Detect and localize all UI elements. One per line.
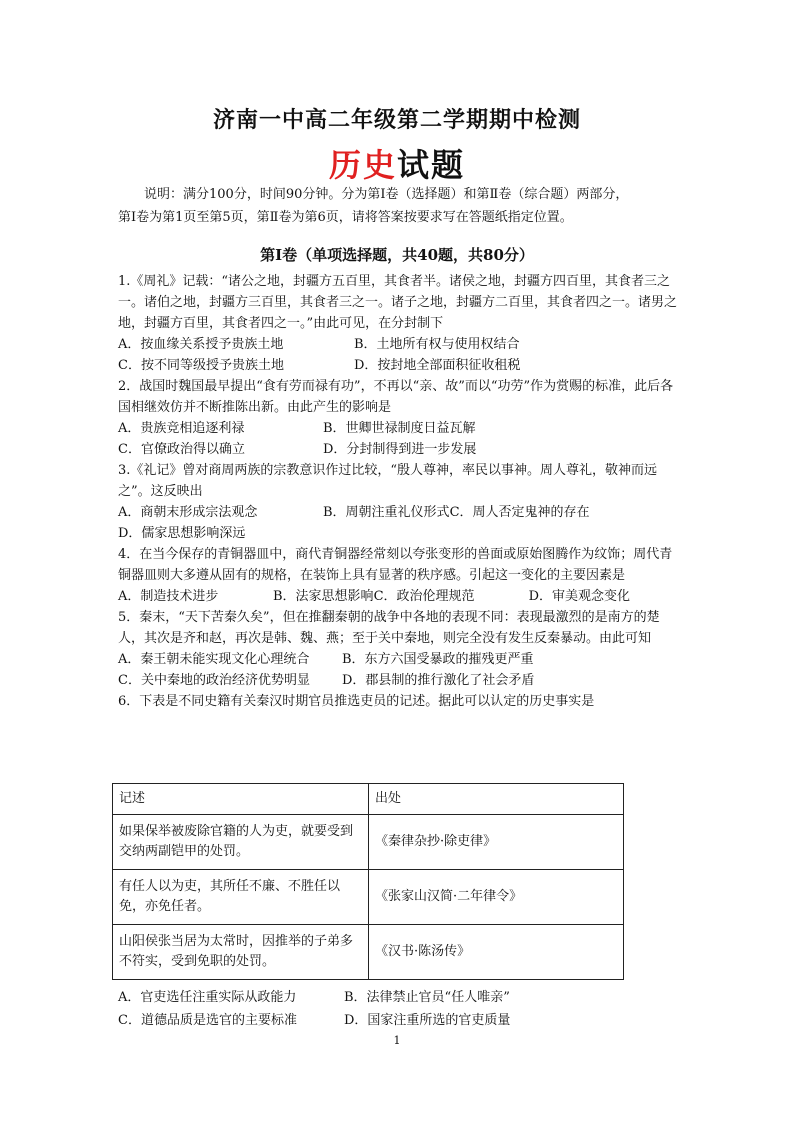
question-stem: 1.《周礼》记载：“诸公之地，封疆方五百里，其食者半。诸侯之地，封疆方四百里，其食者三之一。诸伯之地，封疆方三百里，其食者三之一。诸子之地，封疆方二百里，其食者四之一。诸男之地，封疆方百里，其食者四之一。”由此可见，在分封制下 <box>118 274 678 331</box>
records-table <box>112 783 624 980</box>
option-group <box>118 986 678 1032</box>
question-stem: 2．战国时魏国最早提出“食有劳而禄有功”，不再以“亲、故”而以“功劳”作为赏赐的标准，此后各国相继效仿并不断推陈出新。由此产生的影响是 <box>118 379 674 415</box>
question-4 <box>118 544 678 607</box>
option-c: C．周人否定鬼神的存在 <box>449 505 590 520</box>
option-d: D．国家注重所选的官吏质量 <box>344 1013 511 1028</box>
question-6-options <box>118 986 678 1032</box>
table-cell: 如果保举被废除官籍的人为吏，就要受到交纳两副铠甲的处罚。 <box>113 815 369 870</box>
page-number: 1 <box>393 1034 401 1047</box>
table-row <box>113 925 624 980</box>
option-group <box>118 334 678 376</box>
question-stem: 4．在当今保存的青铜器皿中，商代青铜器经常刻以夸张变形的兽面或原始图腾作为纹饰；周代青铜器皿则大多遵从固有的规格，在装饰上具有显著的秩序感。引起这一变化的主要因素是 <box>118 547 673 583</box>
option-a: A．制造技术进步 <box>118 589 219 604</box>
option-group <box>118 502 678 544</box>
question-6 <box>118 691 678 712</box>
option-group <box>118 649 678 691</box>
option-c: C．道德品质是选官的主要标准 <box>118 1013 297 1028</box>
table-cell: 《汉书·陈汤传》 <box>369 925 624 980</box>
question-3 <box>118 460 678 544</box>
option-b: B．土地所有权与使用权结合 <box>354 337 520 352</box>
option-c: C．官僚政治得以确立 <box>118 442 245 457</box>
table-row <box>113 870 624 925</box>
option-group <box>118 418 678 460</box>
option-a: A．秦王朝未能实现文化心理统合 <box>118 652 310 667</box>
option-a: A．商朝末形成宗法观念 <box>118 505 258 520</box>
question-1 <box>118 271 678 376</box>
subject-red: 历史 <box>328 146 397 184</box>
option-c: C．按不同等级授予贵族土地 <box>118 358 284 373</box>
exam-subject <box>0 140 794 186</box>
question-list <box>118 271 678 712</box>
option-d: D．分封制得到进一步发展 <box>323 442 477 457</box>
table-header-row <box>113 784 624 815</box>
option-b: B．东方六国受暴政的摧残更严重 <box>342 652 534 667</box>
option-a: A．贵族竞相追逐利禄 <box>118 421 245 436</box>
option-a: A．官吏选任注重实际从政能力 <box>118 990 297 1005</box>
section-title: 第Ⅰ卷（单项选择题，共40题，共80分） <box>260 246 534 264</box>
instructions-line-2: 第Ⅰ卷为第1页至第5页，第Ⅱ卷为第6页，请将答案按要求写在答题纸指定位置。 <box>118 210 573 225</box>
option-b: B．世卿世禄制度日益瓦解 <box>323 421 476 436</box>
option-b: B．周朝注重礼仪形式 <box>323 505 450 520</box>
exam-title: 济南一中高二年级第二学期期中检测 <box>212 107 581 133</box>
option-a: A．按血缘关系授予贵族土地 <box>118 337 284 352</box>
question-2 <box>118 376 678 460</box>
table-row <box>113 815 624 870</box>
exam-instructions <box>118 183 678 229</box>
option-b: B．法家思想影响 <box>273 589 374 604</box>
option-group <box>118 586 678 607</box>
question-stem: 6．下表是不同史籍有关秦汉时期官员推选吏员的记述。据此可以认定的历史事实是 <box>118 694 595 709</box>
table-cell: 山阳侯张当居为太常时，因推举的子弟多不符实，受到免职的处罚。 <box>113 925 369 980</box>
instructions-line-1: 说明：满分100分，时间90分钟。分为第Ⅰ卷（选择题）和第Ⅱ卷（综合题）两部分， <box>144 187 629 202</box>
option-d: D．审美观念变化 <box>528 589 630 604</box>
table-cell: 《秦律杂抄·除吏律》 <box>369 815 624 870</box>
question-stem: 5．秦末，“天下苦秦久矣”，但在推翻秦朝的战争中各地的表现不同：表现最激烈的是南方的楚人，其次是齐和赵，再次是韩、魏、燕；至于关中秦地，则完全没有发生反秦暴动。由此可知 <box>118 610 660 646</box>
option-c: C．关中秦地的政治经济优势明显 <box>118 673 310 688</box>
table-cell: 《张家山汉简·二年律令》 <box>369 870 624 925</box>
table-header: 出处 <box>369 784 624 815</box>
table-header: 记述 <box>113 784 369 815</box>
table-cell: 有任人以为吏，其所任不廉、不胜任以免，亦免任者。 <box>113 870 369 925</box>
option-b: B．法律禁止官员“任人唯亲” <box>344 990 510 1005</box>
question-5 <box>118 607 678 691</box>
option-d: D．儒家思想影响深远 <box>118 526 246 541</box>
option-c: C．政治伦理规范 <box>373 589 475 604</box>
question-stem: 3.《礼记》曾对商周两族的宗教意识作过比较，“殷人尊神，率民以事神。周人尊礼，敬神而远之”。这反映出 <box>118 463 658 499</box>
option-d: D．按封地全部面积征收租税 <box>354 358 521 373</box>
subject-black: 试题 <box>397 146 466 184</box>
option-d: D．郡县制的推行激化了社会矛盾 <box>342 673 535 688</box>
